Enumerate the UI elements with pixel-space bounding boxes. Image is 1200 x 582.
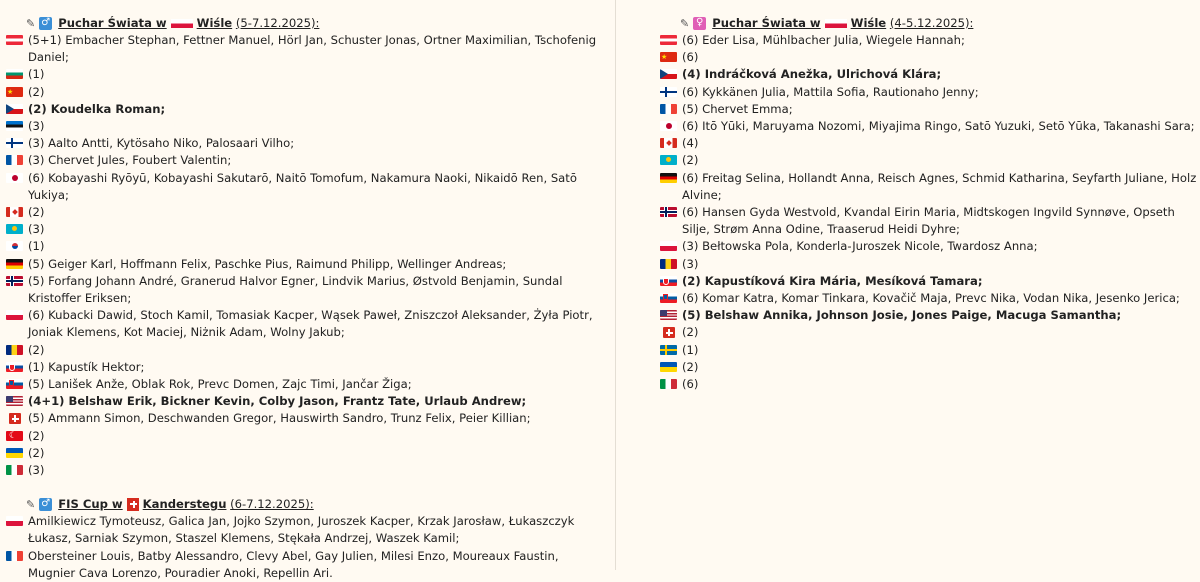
- athlete-names: (6) Komar Katra, Komar Tinkara, Kovačič Maja, Prevc Nika, Vodan Nika, Jesenko Jerica;: [682, 291, 1180, 306]
- ger-flag-icon: [6, 259, 23, 269]
- country-row-kaz: [6, 221, 606, 238]
- section-date: (6-7.12.2025):: [230, 497, 314, 512]
- athlete-names: (5+1) Embacher Stephan, Fettner Manuel, Hörl Jan, Schuster Jonas, Ortner Maximilian, Tschofenig Daniel;: [28, 33, 597, 65]
- country-row-chn: [660, 49, 1200, 66]
- country-row-pol: [6, 513, 606, 547]
- athlete-names: (1): [682, 342, 699, 357]
- athlete-names: (3): [682, 256, 699, 271]
- athlete-names: (1): [28, 67, 45, 82]
- bul-flag-icon: [6, 69, 23, 79]
- athlete-names: (3) Aalto Antti, Kytösaho Niko, Palosaari Vilho;: [28, 136, 295, 151]
- swe-flag-icon: [660, 345, 677, 355]
- athlete-names: (2): [682, 325, 699, 340]
- athlete-names: (2): [28, 84, 45, 99]
- athlete-names: (3) Bełtowska Pola, Konderla-Juroszek Nicole, Twardosz Anna;: [682, 239, 1038, 254]
- athlete-names: (6): [682, 50, 699, 65]
- section-date: (5-7.12.2025):: [235, 16, 320, 30]
- country-row-fin: [6, 135, 606, 152]
- athlete-names: (6) Kubacki Dawid, Stoch Kamil, Tomasiak Kacper, Wąsek Paweł, Zniszczoł Aleksander, Żyła Piotr, Joniak Klemens, Kot Maciej, Niżnik Adam, Wolny Jakub;: [28, 308, 593, 340]
- athlete-names: (4): [682, 136, 699, 151]
- country-row-nor: [660, 204, 1200, 238]
- country-row-cze: [6, 101, 606, 118]
- athlete-names: (2) Kapustíková Kira Mária, Mesíková Tamara;: [682, 273, 983, 288]
- country-row-ger: [6, 256, 606, 273]
- athlete-names: Amilkiewicz Tymoteusz, Galica Jan, Jojko Szymon, Juroszek Kacper, Krzak Jarosław, Łukaszczyk Łukasz, Sarniak Szymon, Staszel Klemens, Stękała Andrzej, Waszek Kamil;: [28, 514, 575, 546]
- athlete-names: (5) Ammann Simon, Deschwanden Gregor, Hauswirth Sandro, Trunz Felix, Peier Killian;: [28, 411, 531, 426]
- athlete-names: (3): [28, 222, 45, 237]
- poland-flag-icon: [171, 19, 193, 28]
- country-row-fra: [6, 548, 606, 582]
- athlete-names: (2): [28, 205, 45, 220]
- section-location[interactable]: Wiśle: [196, 16, 233, 30]
- pol-flag-icon: [6, 310, 23, 320]
- can-flag-icon: [6, 207, 23, 217]
- country-row-aut: [6, 32, 606, 66]
- country-row-nor: [6, 273, 606, 307]
- country-row-slo: [660, 290, 1200, 307]
- country-row-est: [6, 118, 606, 135]
- sui-flag-icon: [9, 413, 21, 424]
- athlete-names: (5) Forfang Johann André, Granerud Halvor Egner, Lindvik Marius, Østvold Benjamin, Sundal Kristoffer Eriksen;: [28, 273, 563, 306]
- country-row-usa: [660, 307, 1200, 324]
- poland-flag-icon: [825, 19, 847, 28]
- country-row-rou: [6, 342, 606, 359]
- usa-flag-icon: [6, 396, 23, 406]
- athlete-list: [6, 32, 606, 479]
- athlete-names: (2): [28, 342, 45, 357]
- tur-flag-icon: [6, 431, 23, 441]
- athlete-names: (1) Kapustík Hektor;: [28, 359, 145, 374]
- country-row-fra: [6, 152, 606, 169]
- ski-jumper-icon: ✎: [26, 16, 36, 30]
- aut-flag-icon: [6, 35, 23, 45]
- ita-flag-icon: [6, 465, 23, 475]
- jpn-flag-icon: [660, 121, 677, 131]
- athlete-names: (6) Hansen Gyda Westvold, Kvandal Eirin Maria, Midtskogen Ingvild Synnøve, Opseth Silje, Strøm Anna Odine, Traaserud Heidi Dyhre;: [682, 205, 1175, 237]
- country-row-fra: [660, 101, 1200, 118]
- ski-jumper-icon: ✎: [26, 497, 36, 511]
- section-title[interactable]: Puchar Świata w: [58, 16, 167, 30]
- cze-flag-icon: [6, 104, 23, 114]
- section-location[interactable]: Kanderstegu: [142, 497, 227, 512]
- column-divider: [615, 0, 616, 570]
- athlete-names: (5) Belshaw Annika, Johnson Josie, Jones Paige, Macuga Samantha;: [682, 308, 1122, 323]
- athlete-names: (5) Lanišek Anže, Oblak Rok, Prevc Domen, Zajc Timi, Jančar Žiga;: [28, 377, 412, 392]
- nor-flag-icon: [660, 207, 677, 217]
- athlete-names: (6) Kobayashi Ryōyū, Kobayashi Sakutarō, Naitō Tomofum, Nakamura Naoki, Nikaidō Ren, Satō Yukiya;: [28, 170, 577, 202]
- male-icon: ♂: [39, 17, 52, 30]
- country-row-fin: [660, 84, 1200, 101]
- cze-flag-icon: [660, 69, 677, 79]
- country-row-ukr: [660, 359, 1200, 376]
- fra-flag-icon: [6, 155, 23, 165]
- ger-flag-icon: [660, 173, 677, 183]
- athlete-list: [660, 32, 1200, 393]
- left-column: [6, 14, 606, 582]
- nor-flag-icon: [6, 276, 23, 286]
- section-location[interactable]: Wiśle: [850, 16, 887, 30]
- fra-flag-icon: [660, 104, 677, 114]
- usa-flag-icon: [660, 310, 677, 320]
- kor-flag-icon: [6, 241, 23, 251]
- country-row-can: [6, 204, 606, 221]
- country-row-rou: [660, 256, 1200, 273]
- chn-flag-icon: [6, 87, 23, 97]
- country-row-ita: [6, 462, 606, 479]
- athlete-names: (6) Itō Yūki, Maruyama Nozomi, Miyajima Ringo, Satō Yuzuki, Setō Yūka, Takanashi Sara;: [682, 119, 1195, 134]
- kaz-flag-icon: [660, 155, 677, 165]
- ski-jumper-icon: ✎: [680, 16, 690, 30]
- athlete-names: (5) Chervet Emma;: [682, 101, 793, 116]
- country-row-aut: [660, 32, 1200, 49]
- athlete-names: (2): [28, 428, 45, 443]
- athlete-names: (3): [28, 119, 45, 134]
- country-row-svk: [6, 359, 606, 376]
- fra-flag-icon: [6, 551, 23, 561]
- slo-flag-icon: [6, 379, 23, 389]
- country-row-can: [660, 135, 1200, 152]
- country-row-chn: [6, 84, 606, 101]
- chn-flag-icon: [660, 52, 677, 62]
- est-flag-icon: [6, 121, 23, 131]
- athlete-names: (2): [682, 153, 699, 168]
- aut-flag-icon: [660, 35, 677, 45]
- right-column: [660, 14, 1200, 393]
- country-row-ukr: [6, 445, 606, 462]
- country-row-sui: [6, 410, 606, 427]
- kaz-flag-icon: [6, 224, 23, 234]
- country-row-tur: [6, 428, 606, 445]
- country-row-svk: [660, 273, 1200, 290]
- rou-flag-icon: [6, 345, 23, 355]
- athlete-names: (2): [682, 359, 699, 374]
- section-date: (4-5.12.2025):: [889, 16, 974, 30]
- athlete-names: (5) Geiger Karl, Hoffmann Felix, Paschke Pius, Raimund Philipp, Wellinger Andreas;: [28, 256, 507, 271]
- athlete-names: (1): [28, 239, 45, 254]
- country-row-pol: [660, 238, 1200, 255]
- svk-flag-icon: [660, 276, 677, 286]
- female-icon: ♀: [693, 17, 706, 30]
- country-row-usa: [6, 393, 606, 410]
- pol-flag-icon: [660, 241, 677, 251]
- country-row-cze: [660, 66, 1200, 83]
- athlete-names: (3): [28, 463, 45, 478]
- section-header-wc-women: [660, 14, 1200, 32]
- switzerland-flag-icon: [127, 498, 139, 511]
- section-header-fis-men: [6, 495, 606, 513]
- athlete-names: (3) Chervet Jules, Foubert Valentin;: [28, 153, 232, 168]
- pol-flag-icon: [6, 516, 23, 526]
- athlete-names: (6) Freitag Selina, Hollandt Anna, Reisch Agnes, Schmid Katharina, Seyfarth Juliane, Holz Alvine;: [682, 170, 1197, 202]
- ukr-flag-icon: [660, 362, 677, 372]
- can-flag-icon: [660, 138, 677, 148]
- male-icon: ♂: [39, 498, 52, 511]
- ukr-flag-icon: [6, 448, 23, 458]
- country-row-ger: [660, 170, 1200, 204]
- rou-flag-icon: [660, 259, 677, 269]
- athlete-names: (6) Kykkänen Julia, Mattila Sofia, Rautionaho Jenny;: [682, 84, 979, 99]
- athlete-names: (4+1) Belshaw Erik, Bickner Kevin, Colby Jason, Frantz Tate, Urlaub Andrew;: [28, 394, 527, 409]
- country-row-kaz: [660, 152, 1200, 169]
- section-title[interactable]: FIS Cup w: [58, 497, 123, 512]
- athlete-list: [6, 513, 606, 582]
- athlete-names: (6) Eder Lisa, Mühlbacher Julia, Wiegele Hannah;: [682, 33, 965, 47]
- athlete-names: (4) Indráčková Anežka, Ulrichová Klára;: [682, 67, 942, 82]
- athlete-names: (2): [28, 445, 45, 460]
- country-row-sui: [660, 324, 1200, 341]
- athlete-names: (6): [682, 377, 699, 392]
- country-row-swe: [660, 342, 1200, 359]
- country-row-ita: [660, 376, 1200, 393]
- country-row-jpn: [660, 118, 1200, 135]
- slo-flag-icon: [660, 293, 677, 303]
- country-row-jpn: [6, 170, 606, 204]
- fin-flag-icon: [6, 138, 23, 148]
- athlete-names: Obersteiner Louis, Batby Alessandro, Clevy Abel, Gay Julien, Milesi Enzo, Moureaux Faustin, Mugnier Cava Lorenzo, Pouradier Anoki, Repellin Ari.: [28, 548, 559, 580]
- sui-flag-icon: [663, 327, 675, 338]
- fin-flag-icon: [660, 87, 677, 97]
- athlete-names: (2) Koudelka Roman;: [28, 101, 166, 116]
- svk-flag-icon: [6, 362, 23, 372]
- country-row-kor: [6, 238, 606, 255]
- section-header-wc-men: [6, 14, 606, 32]
- ita-flag-icon: [660, 379, 677, 389]
- jpn-flag-icon: [6, 173, 23, 183]
- country-row-pol: [6, 307, 606, 341]
- country-row-slo: [6, 376, 606, 393]
- section-title[interactable]: Puchar Świata w: [712, 16, 821, 30]
- country-row-bul: [6, 66, 606, 83]
